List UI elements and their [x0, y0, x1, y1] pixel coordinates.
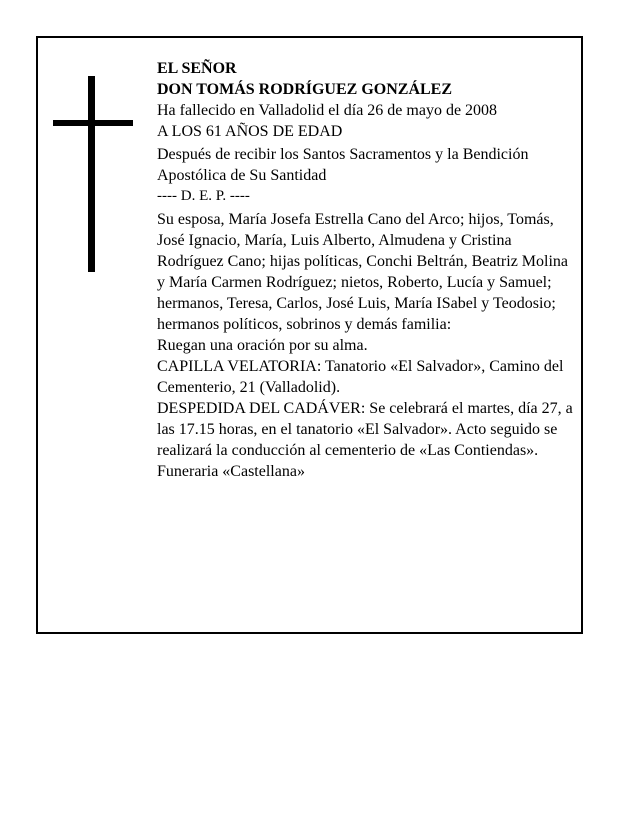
cross-horizontal-bar [53, 120, 133, 126]
age-line: A LOS 61 AÑOS DE EDAD [157, 123, 343, 140]
notice-title: EL SEÑOR [157, 60, 237, 77]
obituary-text [157, 58, 577, 482]
dep-line: ---- D. E. P. ---- [157, 188, 250, 204]
deceased-name: DON TOMÁS RODRÍGUEZ GONZÁLEZ [157, 81, 453, 98]
prayer-text: Ruegan una oración por su alma. [157, 337, 368, 354]
sacraments-text: Después de recibir los Santos Sacramentos y la Bendición Apostólica de Su Santidad [157, 146, 529, 184]
family-text: Su esposa, María Josefa Estrella Cano del Arco; hijos, Tomás, José Ignacio, María, Luis Alberto, Almudena y Cristina Rodríguez Cano; hijas políticas, Conchi Beltrán, Beatriz Molina y María Carmen Rodríguez; nietos, Roberto, Lucía y Samuel; hermanos, Teresa, Carlos, José Luis, María ISabel y Teodosio; hermanos políticos, sobrinos y demás familia: [157, 211, 569, 333]
chapel-text: CAPILLA VELATORIA: Tanatorio «El Salvador», Camino del Cementerio, 21 (Valladolid). [157, 358, 564, 396]
funeral-home-text: Funeraria «Castellana» [157, 463, 305, 480]
death-line: Ha fallecido en Valladolid el día 26 de mayo de 2008 [157, 102, 498, 119]
obituary-notice-frame [36, 36, 583, 634]
cross-vertical-bar [88, 76, 95, 272]
farewell-text: DESPEDIDA DEL CADÁVER: Se celebrará el martes, día 27, a las 17.15 horas, en el tanatorio «El Salvador». Acto seguido se realizará la conducción al cementerio de «Las Contiendas». [157, 400, 573, 459]
